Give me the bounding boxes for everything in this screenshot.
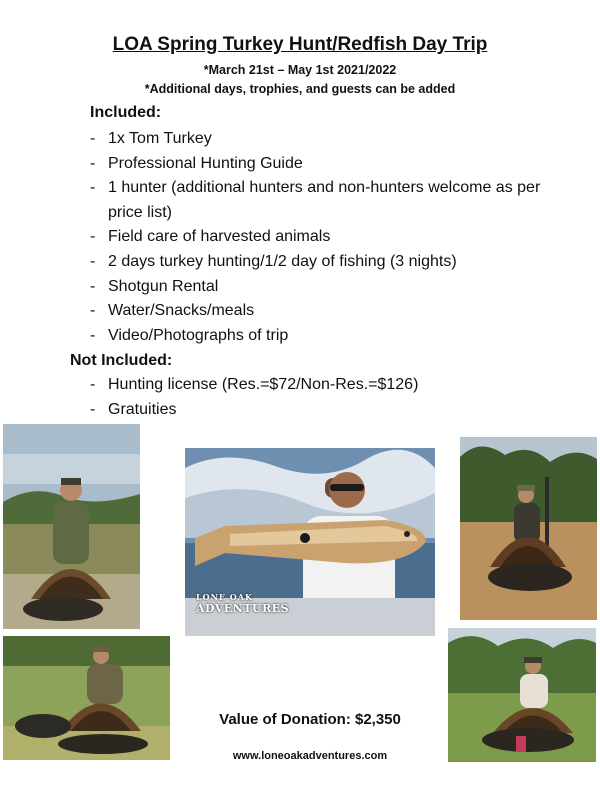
included-heading: Included: [90,104,162,121]
list-item: - 1 hunter (additional hunters and non-hunters welcome as per price list) [90,176,560,225]
donation-value: Value of Donation: $2,350 [219,711,401,728]
not-included-heading: Not Included: [70,352,173,369]
included-list [90,127,560,348]
additions-note: *Additional days, trophies, and guests can be added [144,82,456,96]
dates-note: *March 21st – May 1st 2021/2022 [203,63,397,77]
website-link[interactable]: www.loneoakadventures.com [232,750,388,762]
photo-hunter-kneeling [460,437,597,620]
list-item: - Shotgun Rental [90,275,560,300]
photo-young-hunter [448,628,596,762]
list-item: - Hunting license (Res.=$72/Non-Res.=$126) [90,373,560,398]
not-included-list [90,373,560,422]
photo-hunter-grass [3,636,170,760]
logo-line-1: LONE OAK [196,592,253,602]
list-item: - Water/Snacks/meals [90,299,560,324]
list-item: - Professional Hunting Guide [90,152,560,177]
list-item: - Video/Photographs of trip [90,324,560,349]
photo-hunter-standing [3,424,140,629]
list-item: - 2 days turkey hunting/1/2 day of fishing (3 nights) [90,250,560,275]
list-item: - 1x Tom Turkey [90,127,560,152]
logo-line-2: ADVENTURES [196,602,290,615]
list-item: - Field care of harvested animals [90,225,560,250]
lone-oak-adventures-logo [196,592,290,615]
flyer-title: LOA Spring Turkey Hunt/Redfish Day Trip [112,34,488,55]
list-item: - Gratuities [90,398,560,423]
